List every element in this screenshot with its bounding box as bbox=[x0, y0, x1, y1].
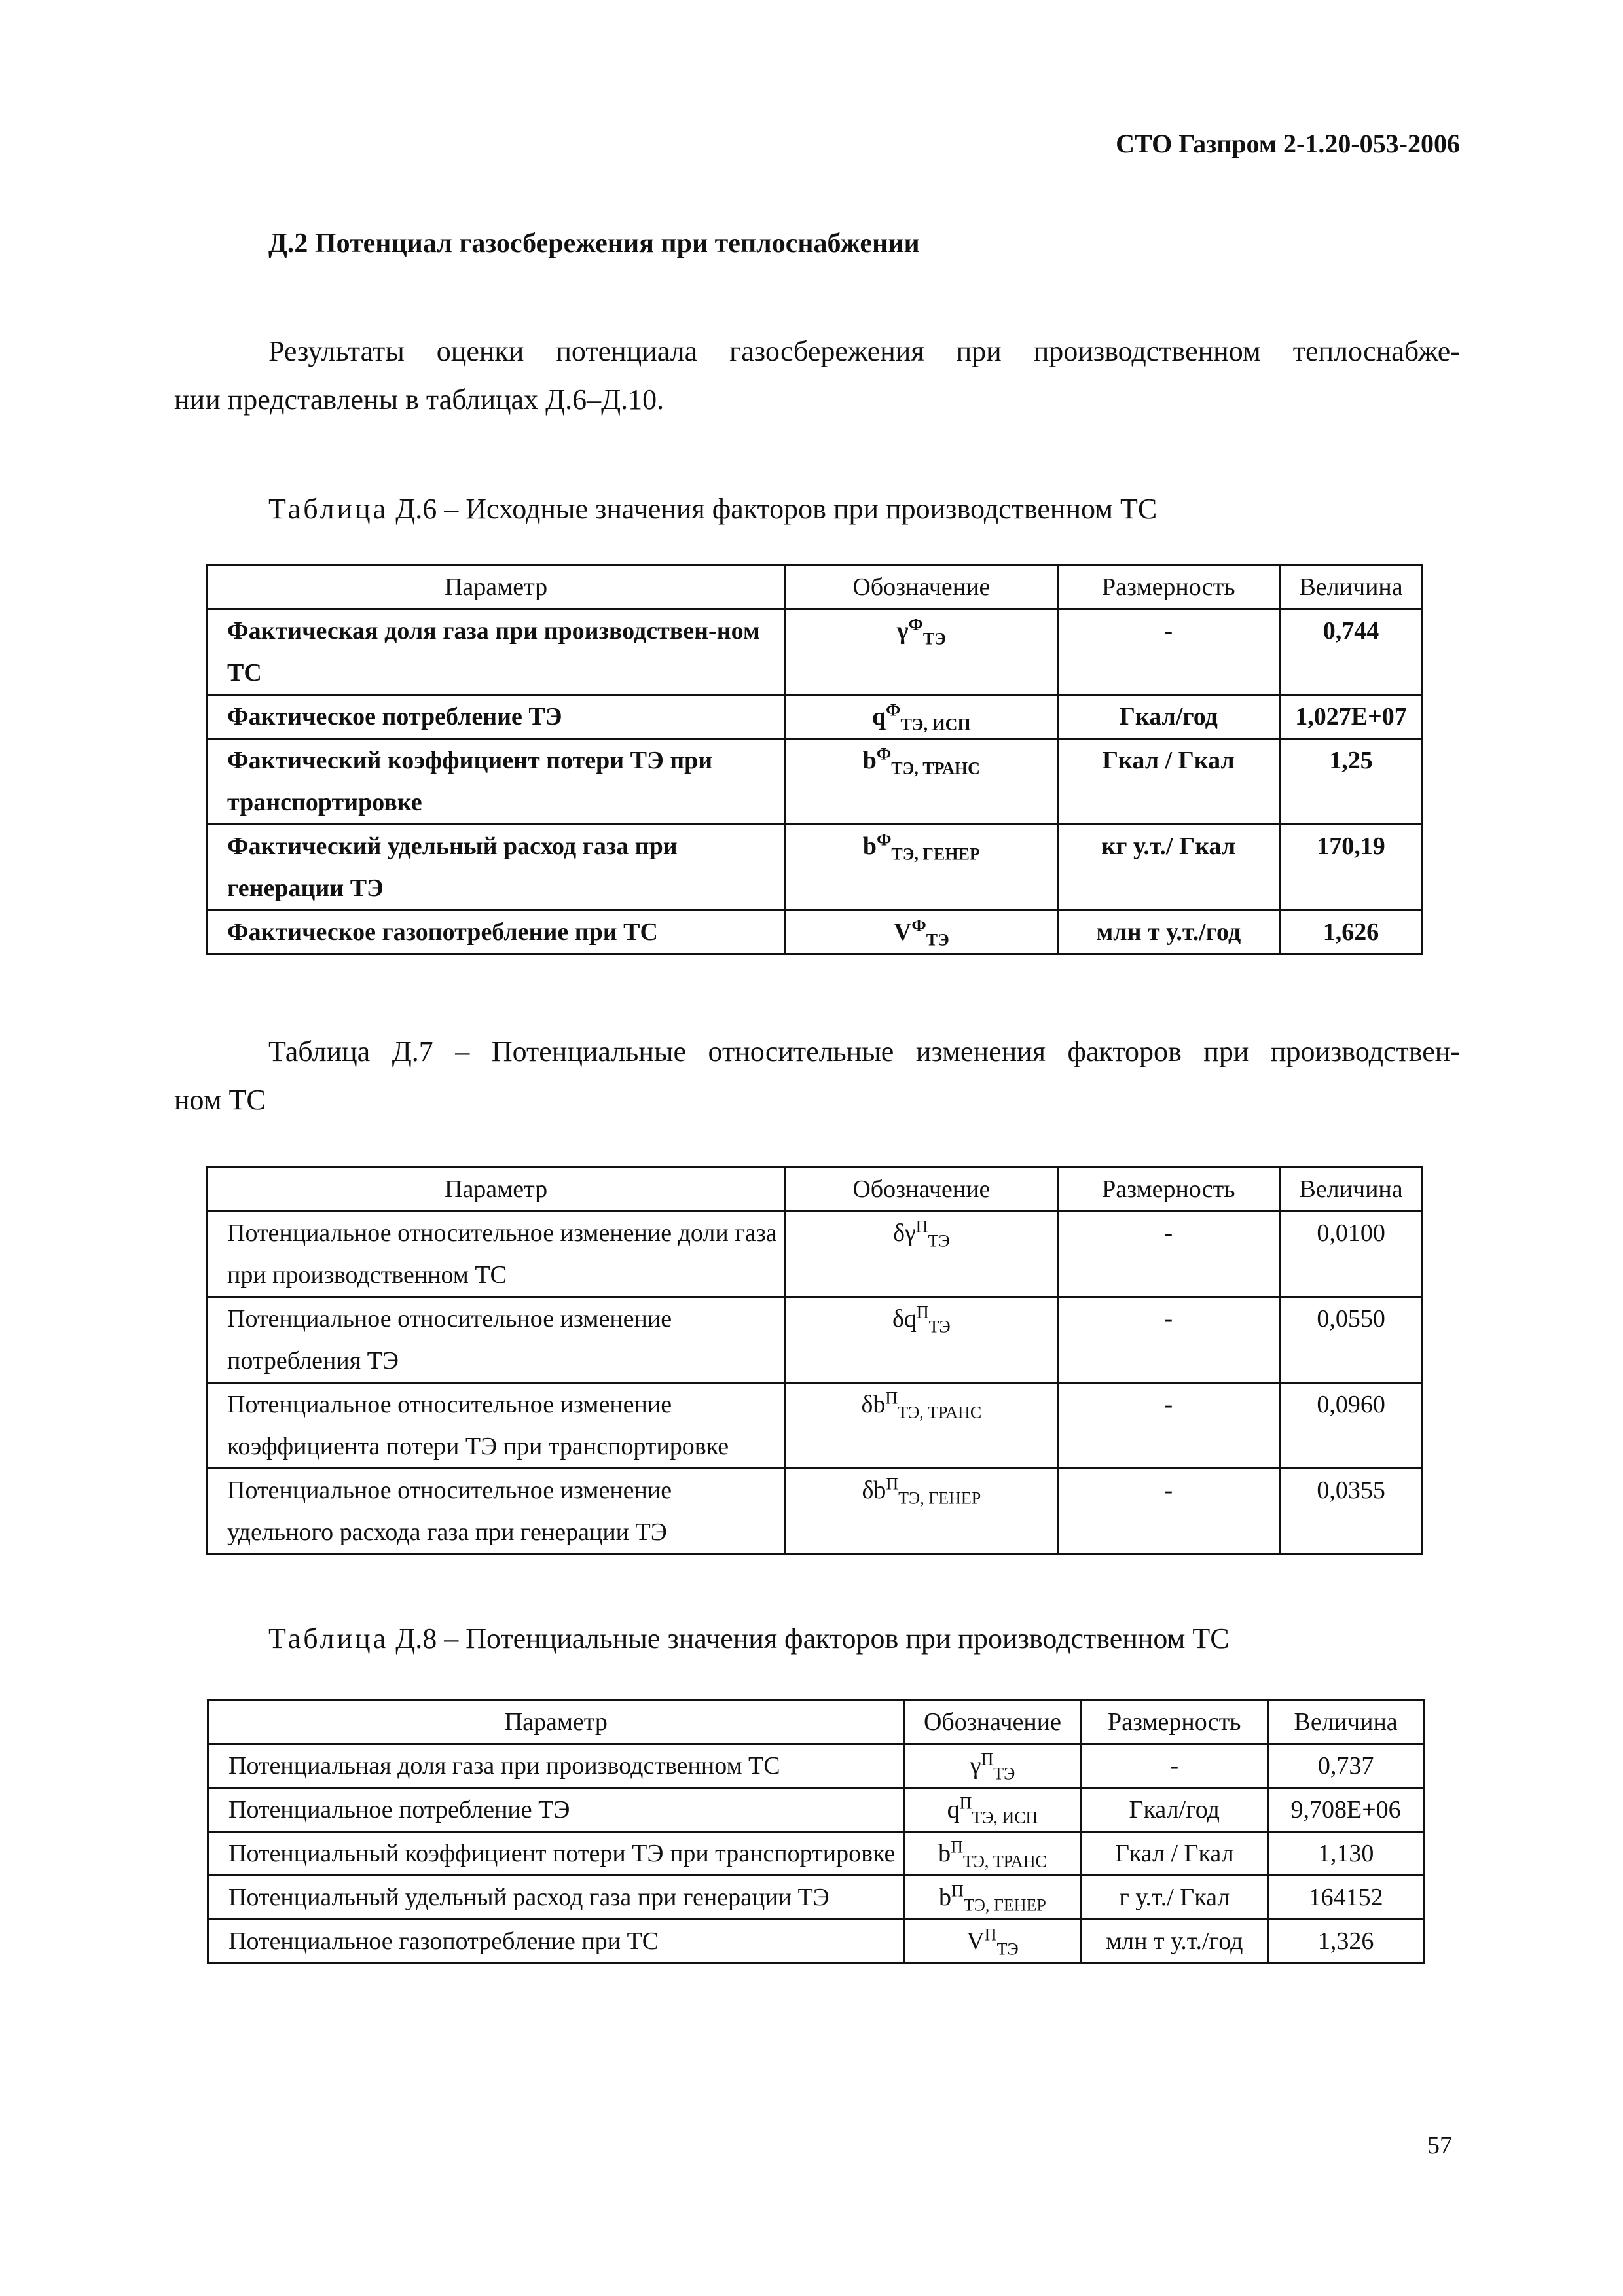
unit-cell: - bbox=[1057, 1469, 1280, 1554]
param-cell: Потенциальная доля газа при производственном ТС bbox=[208, 1744, 905, 1788]
symbol-cell bbox=[904, 1744, 1081, 1788]
table-d7-caption bbox=[174, 1028, 1460, 1124]
symbol-subscript: ТЭ, ТРАНС bbox=[962, 1852, 1047, 1871]
symbol bbox=[861, 1388, 982, 1422]
table-d8-caption-label: Таблица bbox=[268, 1623, 389, 1655]
symbol-base: q bbox=[947, 1796, 960, 1823]
table-d7-header-unit: Размерность bbox=[1057, 1168, 1280, 1211]
symbol bbox=[862, 744, 980, 778]
symbol-subscript: ТЭ, ГЕНЕР bbox=[898, 1488, 981, 1508]
symbol-superscript: Ф bbox=[877, 830, 892, 850]
unit-cell: г у.т./ Гкал bbox=[1081, 1876, 1268, 1920]
value-cell: 0,0100 bbox=[1280, 1211, 1423, 1297]
symbol bbox=[892, 1302, 951, 1336]
symbol-cell bbox=[786, 1297, 1057, 1383]
param-cell: Потенциальное относительное изменение коэффициента потери ТЭ при транспортировке bbox=[207, 1383, 786, 1469]
symbol bbox=[871, 700, 971, 734]
unit-cell: - bbox=[1057, 609, 1280, 695]
value-cell: 0,0550 bbox=[1280, 1297, 1423, 1383]
table-d6-header-value: Величина bbox=[1280, 565, 1423, 609]
table-d7-caption-line-2: ном ТС bbox=[174, 1084, 266, 1116]
symbol bbox=[862, 1474, 981, 1508]
symbol-base: b bbox=[939, 1884, 952, 1911]
table-d6-caption bbox=[268, 492, 1157, 526]
symbol-base: b bbox=[862, 747, 877, 774]
symbol-subscript: ТЭ, ГЕНЕР bbox=[963, 1895, 1046, 1915]
symbol-cell bbox=[786, 609, 1057, 695]
unit-cell: - bbox=[1057, 1211, 1280, 1297]
intro-line-2: нии представлены в таблицах Д.6–Д.10. bbox=[174, 384, 665, 416]
symbol-cell bbox=[786, 1383, 1057, 1469]
unit-cell: Гкал/год bbox=[1057, 695, 1280, 739]
symbol-superscript: П bbox=[981, 1749, 994, 1769]
param-cell: Потенциальное относительное изменение потребления ТЭ bbox=[207, 1297, 786, 1383]
symbol-base: V bbox=[893, 918, 912, 946]
symbol-base: γ bbox=[896, 617, 909, 645]
value-cell: 1,130 bbox=[1268, 1832, 1424, 1876]
table-d7-header-symbol: Обозначение bbox=[786, 1168, 1057, 1211]
symbol-superscript: П bbox=[951, 1881, 964, 1901]
symbol-subscript: ТЭ, ИСП bbox=[900, 715, 971, 734]
table-d8-caption-text: Д.8 – Потенциальные значения факторов при производственном ТС bbox=[388, 1623, 1230, 1655]
table-d6-caption-label: Таблица bbox=[268, 493, 389, 525]
unit-cell: Гкал/год bbox=[1081, 1788, 1268, 1832]
table-row bbox=[207, 825, 1423, 910]
table-row bbox=[207, 1469, 1423, 1554]
symbol-subscript: ТЭ, ИСП bbox=[972, 1808, 1038, 1827]
param-cell: Потенциальное потребление ТЭ bbox=[208, 1788, 905, 1832]
symbol-cell bbox=[904, 1788, 1081, 1832]
symbol-subscript: ТЭ bbox=[928, 1231, 950, 1251]
symbol-superscript: П bbox=[916, 1302, 929, 1322]
table-row bbox=[207, 695, 1423, 739]
value-cell: 0,744 bbox=[1280, 609, 1423, 695]
table-d8 bbox=[207, 1699, 1425, 1964]
param-cell: Потенциальное относительное изменение удельного расхода газа при генерации ТЭ bbox=[207, 1469, 786, 1554]
value-cell: 1,326 bbox=[1268, 1920, 1424, 1964]
intro-line-1: Результаты оценки потенциала газосбережения при производственном теплоснабже- bbox=[268, 335, 1460, 367]
table-row bbox=[207, 739, 1423, 825]
table-d7-header-param: Параметр bbox=[207, 1168, 786, 1211]
table-row bbox=[208, 1744, 1424, 1788]
symbol-cell bbox=[786, 695, 1057, 739]
value-cell: 1,027E+07 bbox=[1280, 695, 1423, 739]
symbol-superscript: П bbox=[959, 1793, 972, 1813]
symbol-superscript: П bbox=[984, 1925, 997, 1945]
symbol-superscript: Ф bbox=[908, 615, 923, 634]
symbol-base: b bbox=[938, 1840, 951, 1867]
value-cell: 1,25 bbox=[1280, 739, 1423, 825]
unit-cell: Гкал / Гкал bbox=[1057, 739, 1280, 825]
unit-cell: кг у.т./ Гкал bbox=[1057, 825, 1280, 910]
symbol-superscript: П bbox=[886, 1474, 899, 1494]
table-d6-header-unit: Размерность bbox=[1057, 565, 1280, 609]
symbol-cell bbox=[786, 825, 1057, 910]
symbol bbox=[947, 1793, 1038, 1827]
symbol-subscript: ТЭ, ТРАНС bbox=[891, 759, 980, 778]
symbol-superscript: Ф bbox=[876, 744, 892, 764]
symbol-base: γ bbox=[970, 1752, 981, 1780]
table-d6-header-symbol: Обозначение bbox=[786, 565, 1057, 609]
table-row bbox=[208, 1788, 1424, 1832]
table-row bbox=[208, 1876, 1424, 1920]
symbol-superscript: Ф bbox=[911, 916, 926, 935]
table-d8-header-unit: Размерность bbox=[1081, 1700, 1268, 1744]
value-cell: 0,0355 bbox=[1280, 1469, 1423, 1554]
symbol bbox=[862, 830, 980, 864]
symbol-cell bbox=[904, 1832, 1081, 1876]
symbol-base: δb bbox=[861, 1391, 886, 1418]
symbol bbox=[939, 1881, 1046, 1915]
symbol-superscript: Ф bbox=[886, 700, 901, 720]
param-cell: Фактическое газопотребление при ТС bbox=[207, 910, 786, 954]
table-d7-caption-line-1: Таблица Д.7 – Потенциальные относительные изменения факторов при производствен- bbox=[268, 1035, 1460, 1067]
symbol-subscript: ТЭ bbox=[996, 1939, 1019, 1959]
symbol-subscript: ТЭ bbox=[922, 629, 946, 649]
unit-cell: млн т у.т./год bbox=[1057, 910, 1280, 954]
table-row bbox=[207, 1211, 1423, 1297]
symbol-subscript: ТЭ bbox=[993, 1764, 1015, 1784]
symbol-base: q bbox=[871, 703, 886, 730]
symbol-base: δq bbox=[892, 1305, 917, 1333]
symbol bbox=[893, 916, 949, 950]
symbol-superscript: П bbox=[915, 1217, 928, 1236]
unit-cell: - bbox=[1057, 1297, 1280, 1383]
symbol bbox=[970, 1749, 1015, 1784]
value-cell: 0,737 bbox=[1268, 1744, 1424, 1788]
param-cell: Потенциальное относительное изменение доли газа при производственном ТС bbox=[207, 1211, 786, 1297]
table-d6-caption-text: Д.6 – Исходные значения факторов при производственном ТС bbox=[388, 493, 1158, 525]
symbol bbox=[966, 1925, 1019, 1959]
table-row bbox=[208, 1920, 1424, 1964]
symbol-superscript: П bbox=[885, 1388, 898, 1408]
param-cell: Потенциальное газопотребление при ТС bbox=[208, 1920, 905, 1964]
intro-paragraph bbox=[174, 327, 1460, 424]
symbol-base: δb bbox=[862, 1477, 886, 1504]
symbol-subscript: ТЭ, ТРАНС bbox=[898, 1403, 982, 1422]
document-code: СТО Газпром 2-1.20-053-2006 bbox=[1116, 129, 1460, 158]
table-d7-header-value: Величина bbox=[1280, 1168, 1423, 1211]
table-row bbox=[207, 1297, 1423, 1383]
symbol bbox=[893, 1217, 950, 1251]
table-row bbox=[207, 1383, 1423, 1469]
value-cell: 9,708E+06 bbox=[1268, 1788, 1424, 1832]
table-d8-header-symbol: Обозначение bbox=[904, 1700, 1081, 1744]
symbol-cell bbox=[904, 1876, 1081, 1920]
param-cell: Фактический удельный расход газа при генерации ТЭ bbox=[207, 825, 786, 910]
symbol-subscript: ТЭ, ГЕНЕР bbox=[891, 844, 980, 864]
unit-cell: - bbox=[1057, 1383, 1280, 1469]
value-cell: 1,626 bbox=[1280, 910, 1423, 954]
unit-cell: - bbox=[1081, 1744, 1268, 1788]
table-d8-header-value: Величина bbox=[1268, 1700, 1424, 1744]
param-cell: Фактическое потребление ТЭ bbox=[207, 695, 786, 739]
table-row bbox=[207, 609, 1423, 695]
symbol-cell bbox=[786, 1469, 1057, 1554]
symbol-cell bbox=[904, 1920, 1081, 1964]
symbol-cell bbox=[786, 1211, 1057, 1297]
value-cell: 0,0960 bbox=[1280, 1383, 1423, 1469]
symbol-cell bbox=[786, 910, 1057, 954]
unit-cell: млн т у.т./год bbox=[1081, 1920, 1268, 1964]
value-cell: 164152 bbox=[1268, 1876, 1424, 1920]
table-d7 bbox=[206, 1166, 1423, 1555]
section-title: Д.2 Потенциал газосбережения при теплоснабжении bbox=[268, 228, 920, 259]
table-row bbox=[208, 1832, 1424, 1876]
value-cell: 170,19 bbox=[1280, 825, 1423, 910]
symbol bbox=[938, 1837, 1047, 1871]
param-cell: Фактическая доля газа при производствен-ном ТС bbox=[207, 609, 786, 695]
symbol bbox=[896, 615, 946, 649]
symbol-base: δγ bbox=[893, 1219, 916, 1247]
symbol-subscript: ТЭ bbox=[928, 1317, 951, 1336]
param-cell: Потенциальный удельный расход газа при генерации ТЭ bbox=[208, 1876, 905, 1920]
symbol-cell bbox=[786, 739, 1057, 825]
table-d8-caption bbox=[268, 1622, 1230, 1655]
symbol-base: b bbox=[862, 833, 877, 860]
symbol-subscript: ТЭ bbox=[926, 930, 949, 950]
param-cell: Потенциальный коэффициент потери ТЭ при транспортировке bbox=[208, 1832, 905, 1876]
table-row bbox=[207, 910, 1423, 954]
table-d6-header-param: Параметр bbox=[207, 565, 786, 609]
table-d6 bbox=[206, 564, 1423, 955]
page-number: 57 bbox=[1427, 2132, 1452, 2159]
param-cell: Фактический коэффициент потери ТЭ при транспортировке bbox=[207, 739, 786, 825]
table-d8-header-param: Параметр bbox=[208, 1700, 905, 1744]
unit-cell: Гкал / Гкал bbox=[1081, 1832, 1268, 1876]
symbol-superscript: П bbox=[951, 1837, 963, 1857]
symbol-base: V bbox=[966, 1928, 985, 1955]
